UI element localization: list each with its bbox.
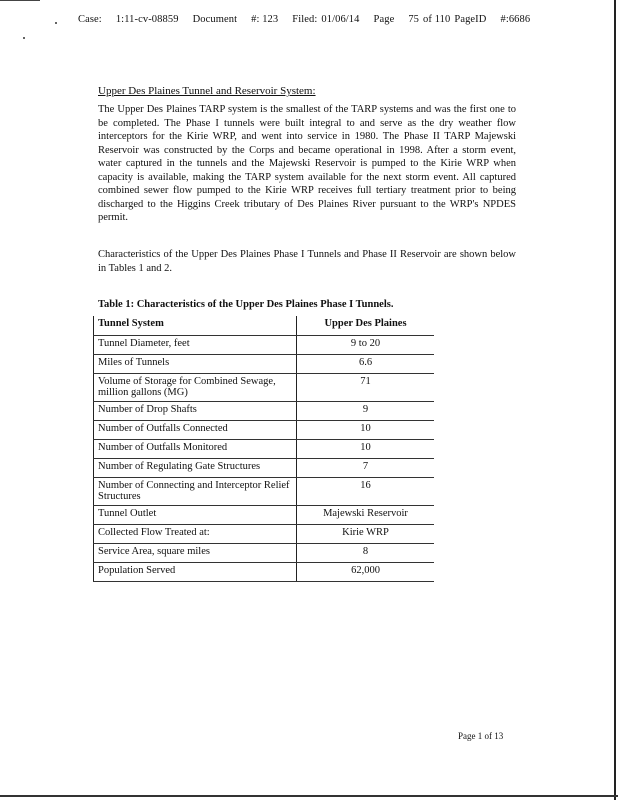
row-value: 7 — [297, 458, 435, 477]
row-label: Service Area, square miles — [94, 543, 297, 562]
row-label: Number of Regulating Gate Structures — [94, 458, 297, 477]
page-edge-right — [614, 0, 616, 800]
scan-mark — [0, 0, 40, 1]
row-value: 9 — [297, 401, 435, 420]
table-header-cell: Upper Des Plaines — [297, 316, 435, 335]
table-row — [94, 458, 435, 477]
table-header-row — [94, 316, 435, 335]
paragraph-system-description: The Upper Des Plaines TARP system is the smallest of the TARP systems and was the first one to be completed. The Phase I tunnels were built integral to and serve as the dry weather flow interceptors for the Kirie WRP, and went into service in 1980. The Phase II TARP Majewski Reservoir was constructed by the Corps and became operational in 1998. After a storm event, water captured in the tunnels and the Majewski Reservoir is pumped to the Kirie WRP when capacity is available, making the TARP system available for the next storm event. All captured combined sewer flow pumped to the Kirie WRP receives full tertiary treatment prior to being discharged to the Higgins Creek tributary of Des Plaines River pursuant to the WRP's NPDES permit. — [98, 104, 516, 223]
table-row — [94, 505, 435, 524]
header-document-label: Document — [192, 14, 238, 25]
row-label: Number of Drop Shafts — [94, 401, 297, 420]
row-value: Kirie WRP — [297, 524, 435, 543]
header-case-label: Case: — [78, 14, 102, 25]
table-title: Table 1: Characteristics of the Upper Des Plaines Phase I Tunnels. — [98, 299, 394, 310]
header-case-number: 1:11-cv-08859 — [115, 14, 179, 25]
table-row — [94, 524, 435, 543]
header-document-number: #: 123 — [251, 14, 279, 25]
table-row — [94, 543, 435, 562]
section-title: Upper Des Plaines Tunnel and Reservoir System: — [98, 85, 316, 97]
row-label: Volume of Storage for Combined Sewage, million gallons (MG) — [94, 373, 297, 401]
row-label: Miles of Tunnels — [94, 354, 297, 373]
header-filed-label: Filed: — [292, 14, 318, 25]
court-filing-header — [78, 14, 544, 25]
scan-speck — [23, 37, 25, 39]
row-value: 6.6 — [297, 354, 435, 373]
table-row — [94, 562, 435, 581]
row-label: Tunnel Diameter, feet — [94, 335, 297, 354]
header-page-total: of 110 — [423, 14, 451, 25]
table-row — [94, 477, 435, 505]
row-label: Number of Outfalls Connected — [94, 420, 297, 439]
row-label: Number of Connecting and Interceptor Relief Structures — [94, 477, 297, 505]
header-filed-date: 01/06/14 — [321, 14, 360, 25]
row-label: Tunnel Outlet — [94, 505, 297, 524]
table-row — [94, 420, 435, 439]
page-edge-bottom — [0, 795, 618, 797]
page-footer: Page 1 of 13 — [458, 731, 504, 741]
table-row — [94, 354, 435, 373]
row-value: 16 — [297, 477, 435, 505]
row-label: Population Served — [94, 562, 297, 581]
row-value: 8 — [297, 543, 435, 562]
table-header-cell: Tunnel System — [94, 316, 297, 335]
row-value: 10 — [297, 420, 435, 439]
row-value: Majewski Reservoir — [297, 505, 435, 524]
header-pageid-label: PageID — [454, 14, 487, 25]
row-label: Collected Flow Treated at: — [94, 524, 297, 543]
table-row — [94, 373, 435, 401]
row-value: 62,000 — [297, 562, 435, 581]
scan-speck — [55, 22, 57, 24]
row-value: 9 to 20 — [297, 335, 435, 354]
characteristics-table — [93, 316, 434, 582]
table-row — [94, 401, 435, 420]
header-page-label: Page — [373, 14, 395, 25]
table-row — [94, 335, 435, 354]
row-value: 10 — [297, 439, 435, 458]
header-pageid-number: #:6686 — [500, 14, 531, 25]
row-value: 71 — [297, 373, 435, 401]
row-label: Number of Outfalls Monitored — [94, 439, 297, 458]
table-row — [94, 439, 435, 458]
header-page-number: 75 — [408, 14, 420, 25]
paragraph-characteristics-intro: Characteristics of the Upper Des Plaines Phase I Tunnels and Phase II Reservoir are shown below in Tables 1 and 2. — [98, 249, 516, 274]
